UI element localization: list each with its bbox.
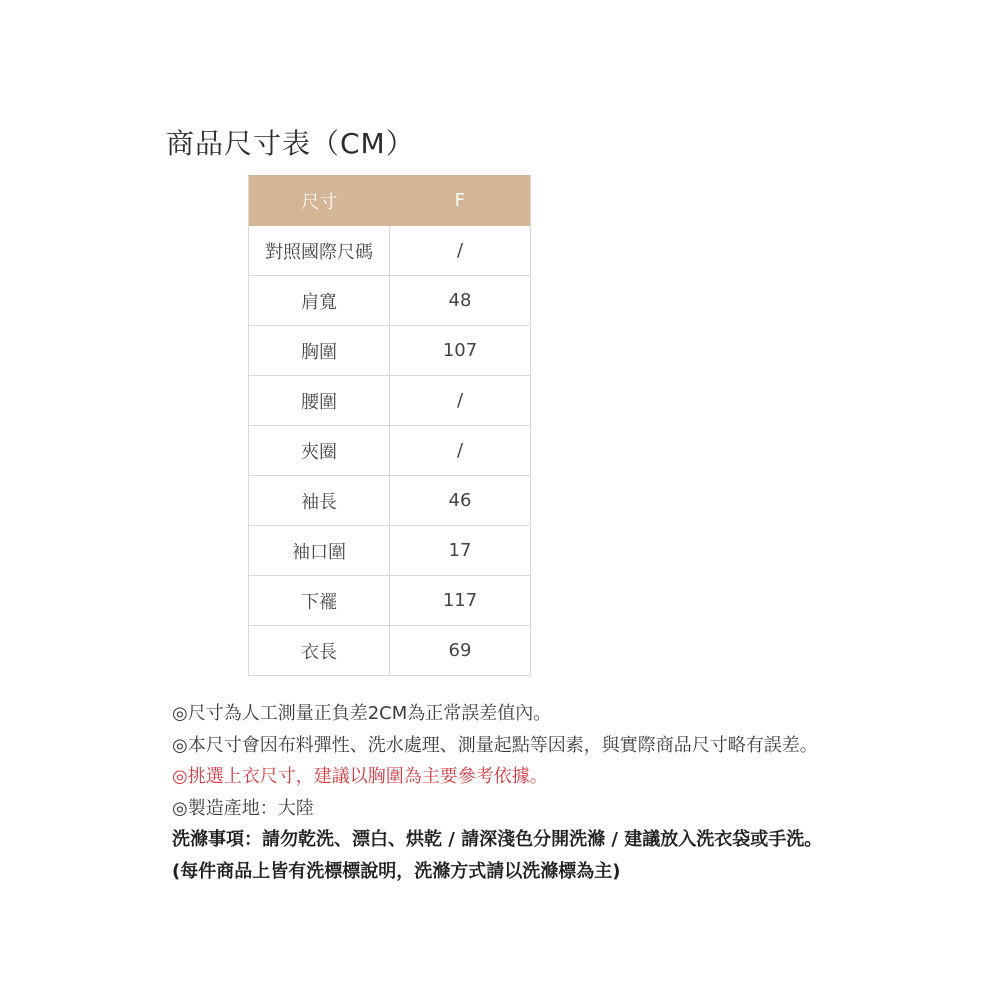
table-row [249, 326, 531, 376]
row-value-shoulder: 48 [390, 276, 531, 326]
row-label-length: 衣長 [249, 626, 390, 676]
note-washing-instructions: 洗滌事項：請勿乾洗、漂白、烘乾 / 請深淺色分開洗滌 / 建議放入洗衣袋或手洗。 [172, 829, 823, 850]
row-value-intl-size: / [390, 226, 531, 276]
size-table [248, 175, 531, 676]
table-row [249, 526, 531, 576]
row-value-armhole: / [390, 426, 531, 476]
table-row [249, 276, 531, 326]
table-row [249, 576, 531, 626]
row-label-waist: 腰圍 [249, 376, 390, 426]
row-label-sleeve-length: 袖長 [249, 476, 390, 526]
row-value-sleeve-length: 46 [390, 476, 531, 526]
note-size-variance: ◎本尺寸會因布料彈性、洗水處理、測量起點等因素，與實際商品尺寸略有誤差。 [172, 734, 818, 756]
row-label-shoulder: 肩寬 [249, 276, 390, 326]
row-value-hem: 117 [390, 576, 531, 626]
header-size-f: F [390, 175, 531, 226]
notes-section [172, 698, 972, 887]
row-label-armhole: 夾圈 [249, 426, 390, 476]
note-measure-tolerance: ◎尺寸為人工測量正負差2CM為正常誤差值內。 [172, 703, 552, 724]
page-title: 商品尺寸表（CM） [166, 127, 415, 160]
header-size-label: 尺寸 [249, 175, 390, 226]
table-row [249, 476, 531, 526]
table-row [249, 426, 531, 476]
row-label-intl-size: 對照國際尺碼 [249, 226, 390, 276]
note-origin: ◎製造產地：大陸 [172, 797, 314, 819]
row-label-chest: 胸圍 [249, 326, 390, 376]
table-row [249, 626, 531, 676]
row-value-cuff: 17 [390, 526, 531, 576]
row-label-hem: 下襬 [249, 576, 390, 626]
table-row [249, 376, 531, 426]
note-washing-label: (每件商品上皆有洗標標說明，洗滌方式請以洗滌標為主) [172, 860, 621, 882]
table-row [249, 226, 531, 276]
row-value-chest: 107 [390, 326, 531, 376]
table-header-row [249, 175, 531, 226]
row-value-waist: / [390, 376, 531, 426]
row-label-cuff: 袖口圍 [249, 526, 390, 576]
note-chest-reference: ◎挑選上衣尺寸，建議以胸圍為主要參考依據。 [172, 766, 548, 787]
row-value-length: 69 [448, 640, 472, 661]
